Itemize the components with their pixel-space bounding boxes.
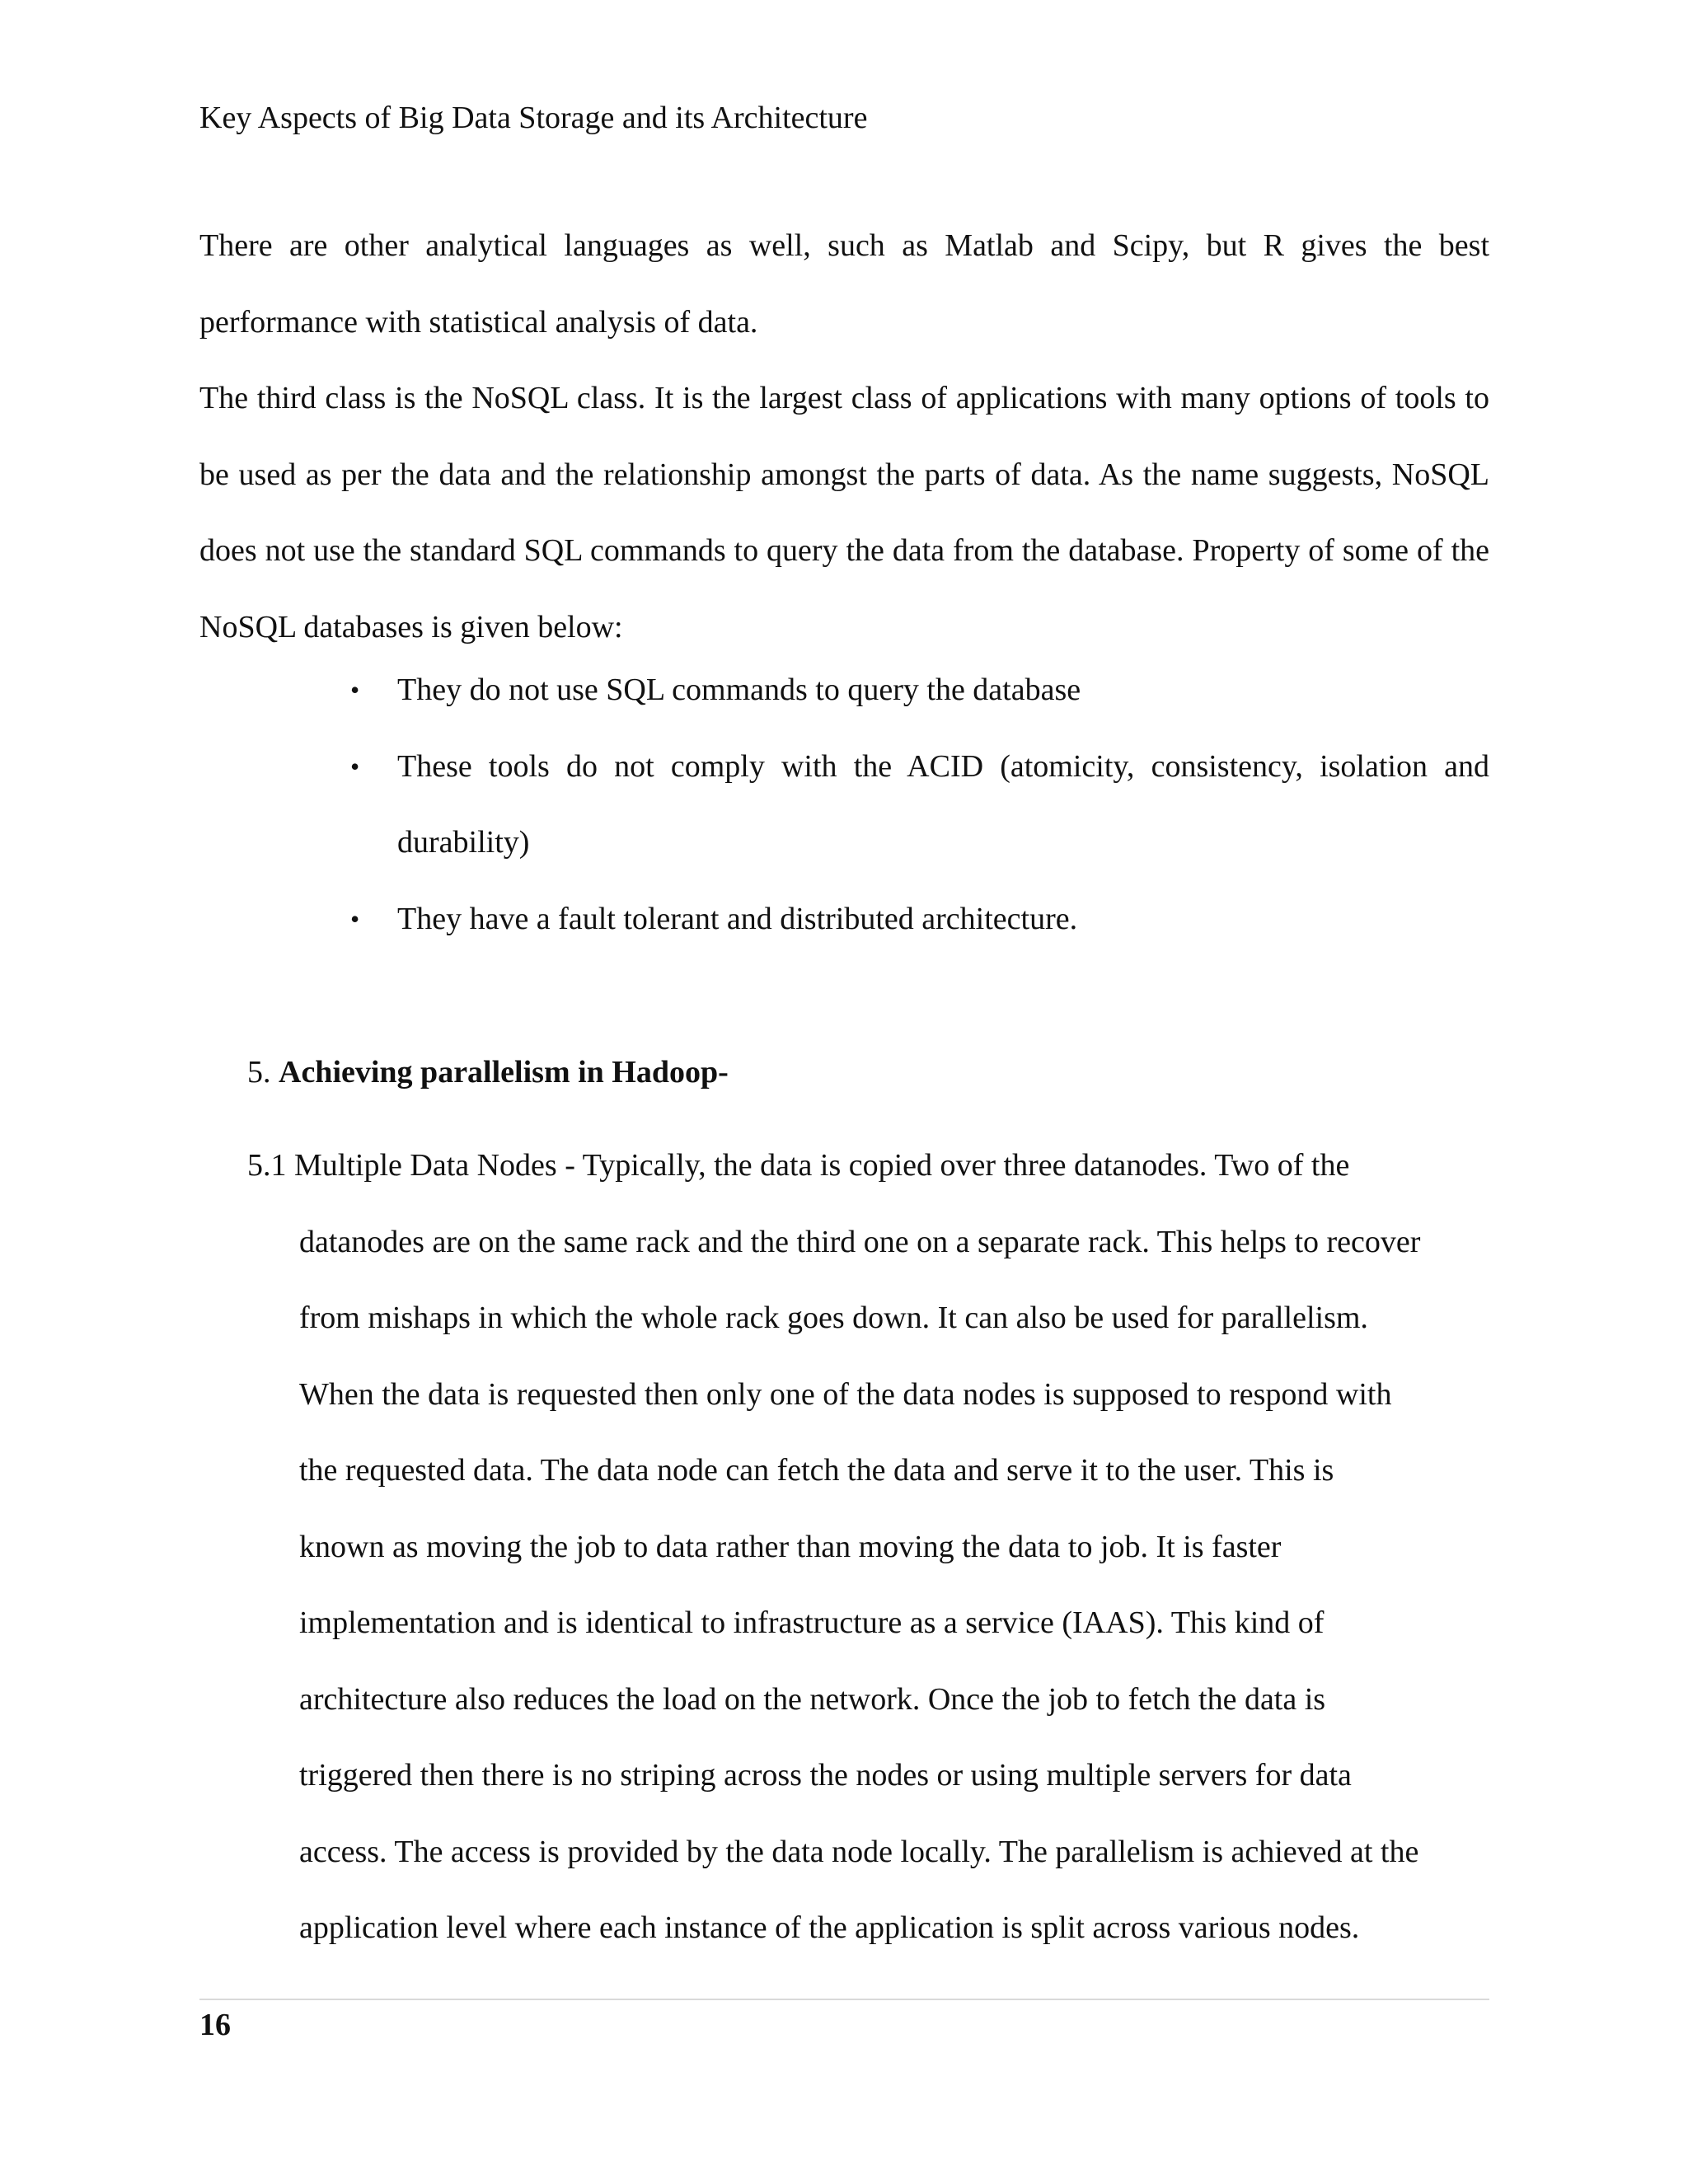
bullet-text: They have a fault tolerant and distributed architecture. — [397, 901, 1078, 936]
bullet-item — [340, 729, 1489, 881]
subsection-line: When the data is requested then only one of the data nodes is supposed to respond with — [299, 1376, 1392, 1412]
bullet-icon: • — [350, 903, 360, 934]
bullet-icon: • — [350, 675, 360, 705]
subsection-line: application level where each instance of the application is split across various nodes. — [299, 1910, 1360, 1945]
running-header: Key Aspects of Big Data Storage and its Architecture — [199, 101, 868, 135]
subsection-line: implementation and is identical to infrastructure as a service (IAAS). This kind of — [299, 1605, 1325, 1640]
subsection-5-1 — [247, 1127, 1492, 1966]
subsection-line: the requested data. The data node can fetch the data and serve it to the user. This is — [299, 1453, 1334, 1488]
subsection-line: access. The access is provided by the data node locally. The parallelism is achieved at the — [299, 1834, 1419, 1869]
subsection-line: architecture also reduces the load on the network. Once the job to fetch the data is — [299, 1681, 1326, 1717]
bullet-item — [340, 652, 1489, 729]
paragraph: The third class is the NoSQL class. It is the largest class of applications with many options of tools to be used as per the data and the relationship amongst the parts of data. As the name suggests, NoSQL does not use the standard SQL commands to query the data from the database. Property of some of the NoSQL databases is given below: — [199, 381, 1489, 644]
subsection-body — [247, 1204, 1492, 1966]
bullet-item — [340, 881, 1489, 958]
subsection-line: datanodes are on the same rack and the third one on a separate rack. This helps to recover — [299, 1224, 1421, 1259]
body-text — [199, 208, 1489, 665]
subsection-line: triggered then there is no striping across the nodes or using multiple servers for data — [299, 1758, 1352, 1793]
subsection-line: known as moving the job to data rather than moving the data to job. It is faster — [299, 1529, 1282, 1564]
subsection-line: 5.1 Multiple Data Nodes - Typically, the data is copied over three datanodes. Two of the — [247, 1148, 1350, 1183]
bullet-text: These tools do not comply with the ACID (atomicity, consistency, isolation and durability) — [397, 748, 1489, 860]
bullet-text: They do not use SQL commands to query the database — [397, 673, 1081, 707]
bullet-list — [340, 652, 1489, 957]
page-number: 16 — [199, 2008, 231, 2042]
subsection-line: from mishaps in which the whole rack goes down. It can also be used for parallelism. — [299, 1301, 1368, 1335]
paragraph: There are other analytical languages as well, such as Matlab and Scipy, but R gives the best performance with statistical analysis of data. — [199, 228, 1489, 340]
bullet-icon: • — [350, 751, 360, 781]
section-title: Achieving parallelism in Hadoop- — [279, 1055, 729, 1090]
footer-divider — [199, 1999, 1489, 2000]
section-heading — [247, 1052, 729, 1093]
section-number: 5. — [247, 1055, 271, 1090]
